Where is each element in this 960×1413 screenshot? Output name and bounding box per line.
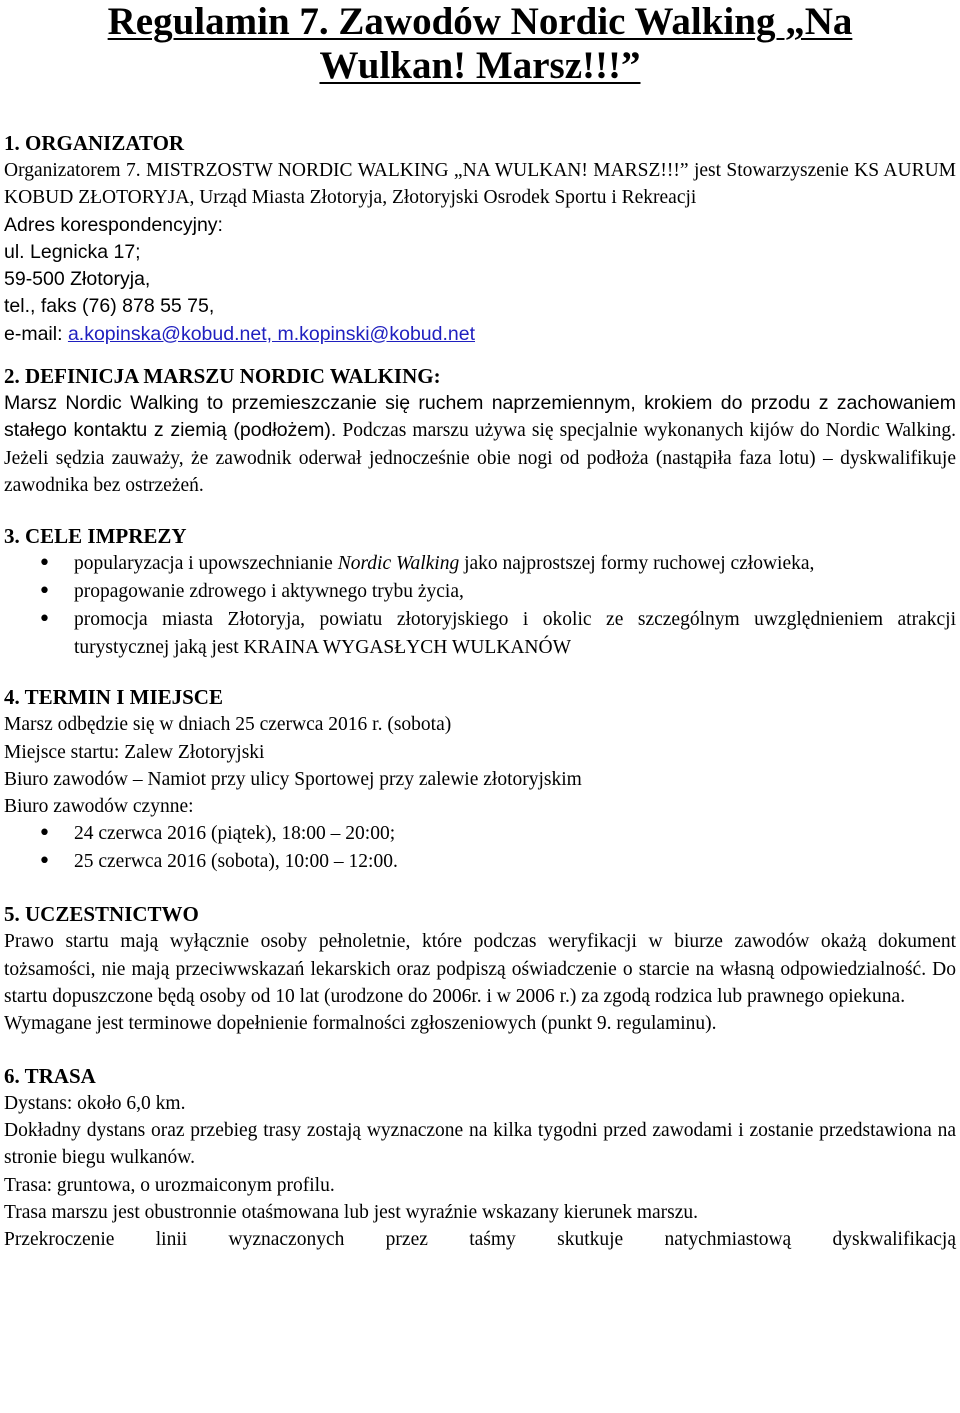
section-date-place [4,683,956,876]
section-participation [4,900,956,1037]
list-item: • 25 czerwca 2016 (sobota), 10:00 – 12:00. [4,848,956,876]
office-hours-label: Biuro zawodów czynne: [4,796,194,818]
route-disqualification: Przekroczenie linii wyznaczonych przez taśmy skutkuje natychmiastową dyskwalifikacją [4,1229,956,1251]
definition-paragraph [4,390,956,499]
address-street: ul. Legnicka 17; [4,240,141,263]
section-goals [4,522,956,662]
goal-text: jako najprostszej formy ruchowej człowieka, [459,553,815,575]
document-title [4,0,956,88]
participation-requirement: Wymagane jest terminowe dopełnienie formalności zgłoszeniowych (punkt 9. regulaminu). [4,1013,717,1035]
section-route [4,1062,956,1254]
phone-fax: tel., faks (76) 878 55 75, [4,295,215,318]
route-distance: Dystans: około 6,0 km. [4,1092,186,1114]
section-heading: 5. UCZESTNICTWO [4,902,199,927]
section-heading: 6. TRASA [4,1063,96,1088]
section-organizer [4,129,956,348]
start-place: Miejsce startu: Zalew Złotoryjski [4,741,265,763]
list-item: • 24 czerwca 2016 (piątek), 18:00 – 20:00; [4,820,956,848]
document-page [4,0,956,1253]
list-item: • promocja miasta Złotoryja, powiatu złotoryjskiego i okolic ze szczególnym uwzględnieniem atrakcji turystycznej jaką jest KRAINA WYGASŁYCH WULKANÓW [4,606,956,662]
route-paragraph: Dokładny dystans oraz przebieg trasy zostają wyznaczone na kilka tygodni przed zawodami i zostanie przedstawiona na stronie biegu wulkanów. [4,1119,956,1169]
route-marking: Trasa marszu jest obustronnie otaśmowana lub jest wyraźnie wskazany kierunek marszu. [4,1201,699,1223]
list-item [4,550,956,578]
section-heading: 3. CELE IMPREZY [4,524,187,549]
email-line [4,321,956,348]
section-heading: 4. TERMIN I MIEJSCE [4,685,223,710]
title-line-2: Wulkan! Marsz!!!” [319,44,641,87]
race-office: Biuro zawodów – Namiot przy ulicy Sportowej przy zalewie złotoryjskim [4,768,582,790]
goal-emphasis: Nordic Walking [337,553,460,575]
event-date: Marsz odbędzie się w dniach 25 czerwca 2016 r. (sobota) [4,714,452,736]
definition-text-serif: Podczas marszu używa się specjalnie wykonanych kijów do Nordic Walking. Jeżeli sędzia zauważy, że zawodnik oderwał jednocześnie obie nogi od podłoża (nastąpiła faza lotu) – dyskwalifikuje zawodnika bez ostrzeżeń. [4,420,956,496]
goal-text: popularyzacja i upowszechnianie [74,553,338,575]
organizer-paragraph: Organizatorem 7. MISTRZOSTW NORDIC WALKING „NA WULKAN! MARSZ!!!” jest Stowarzyszenie KS AURUM KOBUD ZŁOTORYJA, Urząd Miasta Złotoryja, Złotoryjski Osrodek Sportu i Rekreacji [4,160,956,209]
route-surface: Trasa: gruntowa, o urozmaiconym profilu. [4,1174,335,1196]
office-hours-list [4,820,956,876]
list-item: • propagowanie zdrowego i aktywnego trybu życia, [4,578,956,606]
goals-list [4,550,956,662]
address-label: Adres korespondencyjny: [4,213,223,236]
section-heading: 1. ORGANIZATOR [4,131,185,155]
section-heading: 2. DEFINICJA MARSZU NORDIC WALKING: [4,364,441,389]
email-label: e-mail: [4,322,68,345]
participation-paragraph: Prawo startu mają wyłącznie osoby pełnoletnie, które podczas weryfikacji w biurze zawodów okażą dokument tożsamości, nie mają przeciwwskazań lekarskich oraz podpiszą oświadczenie o starcie na własną odpowiedzialność. Do startu dopuszczone będą osoby od 10 lat (urodzone do 2006r. i w 2006 r.) za zgodą rodzica lub prawnego opiekuna. [4,931,956,1008]
email-link[interactable]: a.kopinska@kobud.net, m.kopinski@kobud.net [67,322,476,345]
address-city: 59-500 Złotoryja, [4,268,151,291]
definition-text-sans: Marsz Nordic Walking to przemieszczanie się ruchem naprzemiennym, krokiem do przodu z zachowaniem stałego kontaktu z ziemią (podłożem). [4,392,956,442]
section-definition [4,362,956,499]
title-line-1: Regulamin 7. Zawodów Nordic Walking „Na [107,0,853,43]
